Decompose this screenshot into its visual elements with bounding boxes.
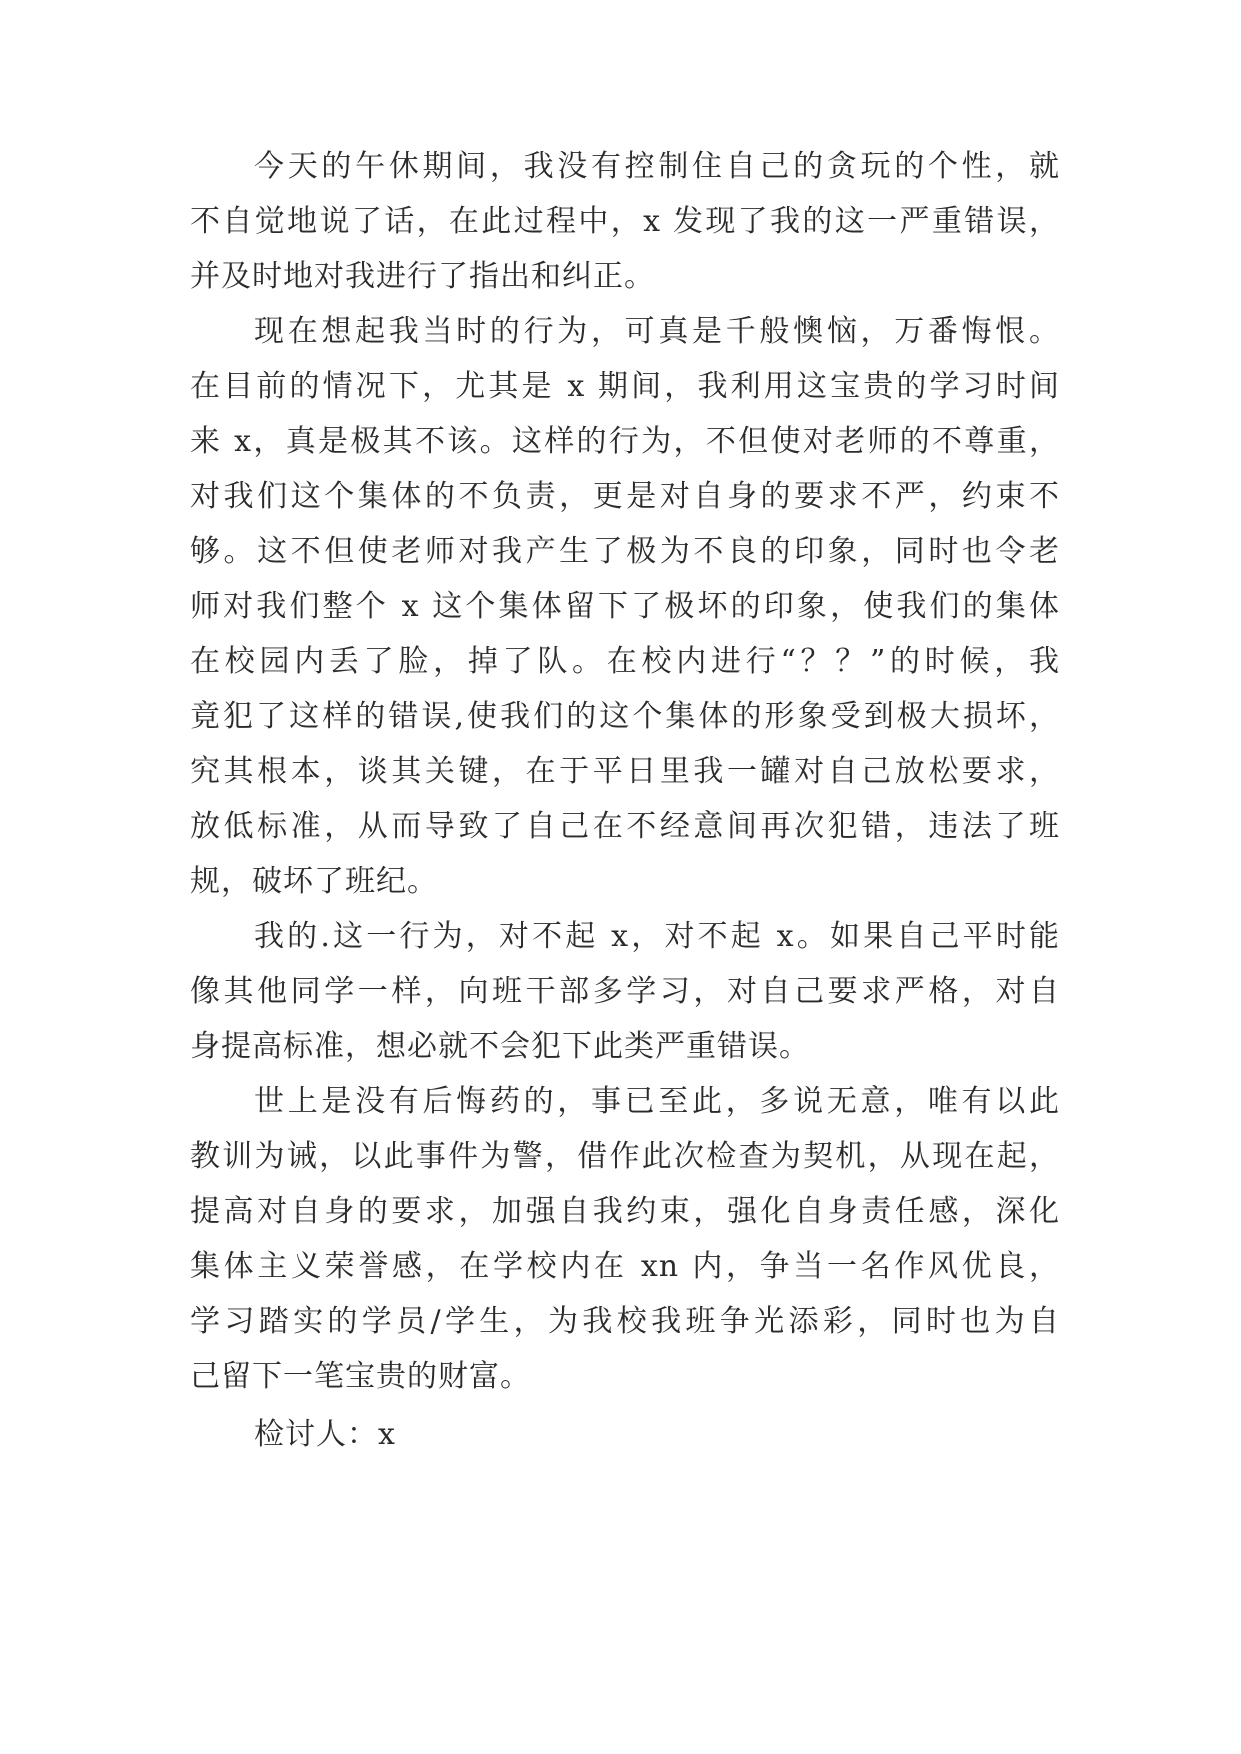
paragraph-4-line-3: 提高对自身的要求，加强自我约束，强化自身责任感，深化 [190,1194,1060,1229]
paragraph-4-line-4: 集体主义荣誉感，在学校内在 xn 内，争当一名作风优良， [190,1249,1060,1284]
paragraph-1-line-2: 不自觉地说了话，在此过程中，x 发现了我的这一严重错误， [190,204,1060,239]
paragraph-3-line-2: 像其他同学一样，向班干部多学习，对自己要求严格，对自 [190,974,1060,1009]
paragraph-2-line-5: 够。这不但使老师对我产生了极为不良的印象，同时也令老 [190,534,1060,569]
paragraph-4-line-5: 学习踏实的学员/学生，为我校我班争光添彩，同时也为自 [190,1304,1060,1339]
paragraph-4-line-2: 教训为诫，以此事件为警，借作此次检查为契机，从现在起， [190,1139,1060,1174]
paragraph-4-line-6: 己留下一笔宝贵的财富。 [190,1359,531,1394]
signature-line: 检讨人：x [254,1417,396,1452]
paragraph-2-line-9: 究其根本，谈其关键，在于平日里我一罐对自己放松要求， [190,754,1060,789]
paragraph-2-line-11: 规，破坏了班纪。 [190,864,438,899]
paragraph-3-line-3: 身提高标准，想必就不会犯下此类严重错误。 [190,1029,810,1064]
paragraph-2-line-10: 放低标准，从而导致了自己在不经意间再次犯错，违法了班 [190,809,1060,844]
paragraph-1-line-3: 并及时地对我进行了指出和纠正。 [190,259,655,294]
paragraph-4-line-1: 世上是没有后悔药的，事已至此，多说无意，唯有以此 [254,1084,1060,1119]
paragraph-2-line-8: 竟犯了这样的错误,使我们的这个集体的形象受到极大损坏， [190,699,1060,734]
paragraph-2-line-3: 来 x，真是极其不该。这样的行为，不但使对老师的不尊重， [190,424,1060,459]
paragraph-2-line-2: 在目前的情况下，尤其是 x 期间，我利用这宝贵的学习时间 [190,369,1060,404]
paragraph-2-line-7: 在校园内丢了脸，掉了队。在校内进行“？？”的时候，我 [190,644,1060,679]
paragraph-2-line-4: 对我们这个集体的不负责，更是对自身的要求不严，约束不 [190,479,1060,514]
paragraph-2-line-6: 师对我们整个 x 这个集体留下了极坏的印象，使我们的集体 [190,589,1060,624]
paragraph-1-line-1: 今天的午休期间，我没有控制住自己的贪玩的个性，就 [254,149,1060,184]
paragraph-3-line-1: 我的.这一行为，对不起 x，对不起 x。如果自己平时能 [254,919,1060,954]
paragraph-2-line-1: 现在想起我当时的行为，可真是千般懊恼，万番悔恨。 [254,314,1060,349]
